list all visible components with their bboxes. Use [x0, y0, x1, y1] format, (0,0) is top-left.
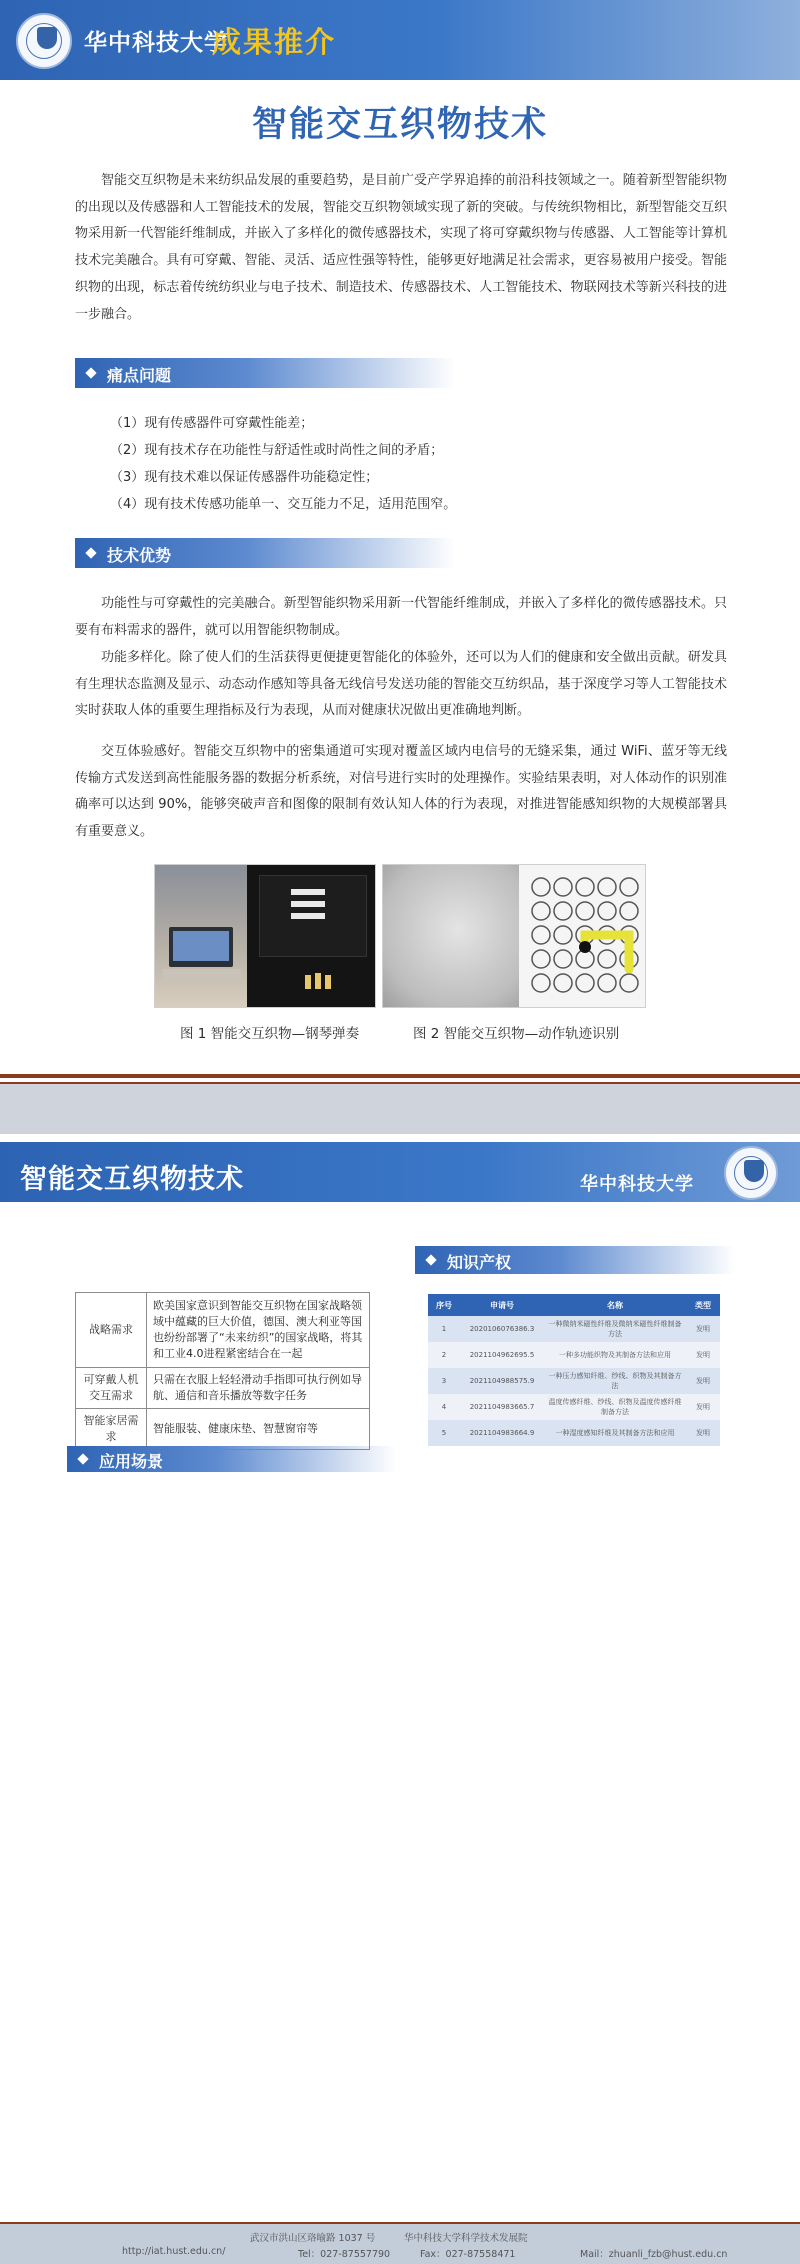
section-title: 应用场景 — [99, 1452, 164, 1471]
requirement-value: 欧美国家意识到智能交互织物在国家战略领域中蕴藏的巨大价值，德国、澳大利亚等国也纷纷部署了“未来纺织”的国家战略，将其和工业4.0进程紧密结合在一起 — [147, 1293, 370, 1368]
pain-point-item: （4）现有技术传感功能单一、交互能力不足，适用范围窄。 — [110, 497, 457, 512]
pain-point-item: （1）现有传感器件可穿戴性能差； — [110, 416, 314, 431]
section-header-pain-points — [75, 358, 455, 388]
footer-address: 武汉市洪山区珞喻路 1037 号 — [250, 2233, 376, 2244]
figure-piano-photo — [154, 864, 376, 1008]
diamond-icon — [85, 367, 96, 378]
university-seal-logo — [724, 1146, 778, 1200]
table-cell: 2021104983664.9 — [460, 1420, 544, 1446]
column-header: 类型 — [686, 1294, 720, 1316]
table-cell: 发明 — [686, 1342, 720, 1368]
section-title: 技术优势 — [107, 546, 172, 565]
ip-table — [428, 1294, 720, 1446]
figure-gesture-photo — [382, 864, 646, 1008]
table-row — [428, 1420, 720, 1446]
page-title: 智能交互织物技术 — [251, 105, 548, 145]
footer — [0, 2224, 800, 2264]
section-header-advantages — [75, 538, 455, 568]
table-cell: 一种湿度感知纤维及其制备方法和应用 — [544, 1420, 686, 1446]
diamond-icon — [85, 547, 96, 558]
table-row — [76, 1368, 370, 1409]
page2-title: 智能交互织物技术 — [20, 1164, 244, 1195]
table-cell: 2020106076386.3 — [460, 1316, 544, 1342]
table-cell: 2021104962695.5 — [460, 1342, 544, 1368]
page2-university-name: 华中科技大学 — [580, 1174, 694, 1195]
table-row — [76, 1293, 370, 1368]
table-row — [428, 1368, 720, 1394]
table-cell: 2 — [428, 1342, 460, 1368]
table-cell: 5 — [428, 1420, 460, 1446]
page-gap-band — [0, 1084, 800, 1134]
figure-caption: 图 2 智能交互织物—动作轨迹识别 — [413, 1026, 620, 1042]
footer-fax: Fax：027-87558471 — [420, 2249, 516, 2260]
requirement-key: 战略需求 — [76, 1293, 147, 1368]
table-cell: 一种微纳米磁性纤维及微纳米磁性纤维制备方法 — [544, 1316, 686, 1342]
table-cell: 一种多功能织物及其制备方法和应用 — [544, 1342, 686, 1368]
university-seal-logo — [16, 13, 72, 69]
advantage-paragraph: 交互体验感好。智能交互织物中的密集通道可实现对覆盖区域内电信号的无缝采集，通过 WiFi、蓝牙等无线传输方式发送到高性能服务器的数据分析系统，对信号进行实时的处理操作。实验结果表明，对人体动作的识别准确率可以达到 90%，能够突破声音和图像的限制有效认知人体的行为表现，对推进智能感知织物的大规模部署具有重要意义。 — [75, 744, 727, 840]
column-header: 名称 — [544, 1294, 686, 1316]
requirements-table — [75, 1292, 370, 1450]
table-cell: 发明 — [686, 1394, 720, 1420]
table-row — [428, 1394, 720, 1420]
section-header-applications — [67, 1446, 397, 1472]
footer-tel: Tel：027-87557790 — [298, 2249, 391, 2260]
requirement-value: 智能服装、健康床垫、智慧窗帘等 — [147, 1409, 370, 1450]
table-row — [428, 1342, 720, 1368]
pain-point-item: （2）现有技术存在功能性与舒适性或时尚性之间的矛盾； — [110, 443, 444, 458]
section-title: 痛点问题 — [107, 366, 172, 385]
gesture-grid-graphic — [519, 865, 646, 1008]
column-header: 序号 — [428, 1294, 460, 1316]
footer-org: 华中科技大学科学技术发展院 — [404, 2233, 528, 2244]
table-cell: 3 — [428, 1368, 460, 1394]
figure-caption: 图 1 智能交互织物—钢琴弹奏 — [180, 1026, 360, 1042]
table-cell: 发明 — [686, 1368, 720, 1394]
table-cell: 一种压力感知纤维、纱线、织物及其制备方法 — [544, 1368, 686, 1394]
table-cell: 发明 — [686, 1420, 720, 1446]
requirement-key: 可穿戴人机交互需求 — [76, 1368, 147, 1409]
advantage-paragraph: 功能多样化。除了使人们的生活获得更便捷更智能化的体验外，还可以为人们的健康和安全做出贡献。研发具有生理状态监测及显示、动态动作感知等具备无线信号发送功能的智能交互纺织品，基于深度学习等人工智能技术实时获取人体的重要生理指标及行为表现，从而对健康状况做出更准确地判断。 — [75, 650, 727, 719]
requirement-value: 只需在衣服上轻轻滑动手指即可执行例如导航、通信和音乐播放等数字任务 — [147, 1368, 370, 1409]
section-title: 知识产权 — [447, 1253, 512, 1272]
table-cell: 2021104983665.7 — [460, 1394, 544, 1420]
footer-mail[interactable]: Mail：zhuanli_fzb@hust.edu.cn — [580, 2249, 728, 2260]
header-university-name: 华中科技大学 — [84, 30, 228, 56]
header-tag: 成果推介 — [212, 25, 337, 59]
footer-website[interactable]: http://iat.hust.edu.cn/ — [122, 2246, 226, 2257]
table-cell: 发明 — [686, 1316, 720, 1342]
diamond-icon — [77, 1453, 88, 1464]
table-cell: 4 — [428, 1394, 460, 1420]
page-divider — [0, 1074, 800, 1078]
table-row — [428, 1316, 720, 1342]
intro-paragraph: 智能交互织物是未来纺织品发展的重要趋势，是目前广受产学界追捧的前沿科技领域之一。随着新型智能织物的出现以及传感器和人工智能技术的发展，智能交互织物领域实现了新的突破。与传统织物相比，新型智能交互织物采用新一代智能纤维制成，并嵌入了多样化的微传感器技术，实现了将可穿戴织物与传感器、人工智能等计算机技术完美融合。具有可穿戴、智能、灵活、适应性强等特性，能够更好地满足社会需求，更容易被用户接受。智能织物的出现，标志着传统纺织业与电子技术、制造技术、传感器技术、人工智能技术、物联网技术等新兴科技的进一步融合。 — [75, 173, 727, 322]
table-header-row — [428, 1294, 720, 1316]
table-cell: 1 — [428, 1316, 460, 1342]
column-header: 申请号 — [460, 1294, 544, 1316]
table-row — [76, 1409, 370, 1450]
advantage-paragraph: 功能性与可穿戴性的完美融合。新型智能织物采用新一代智能纤维制成，并嵌入了多样化的微传感器技术。只要有布料需求的器件，就可以用智能织物制成。 — [75, 596, 727, 638]
diamond-icon — [425, 1254, 436, 1265]
table-cell: 温度传感纤维、纱线、织物及温度传感纤维制备方法 — [544, 1394, 686, 1420]
requirement-key: 智能家居需求 — [76, 1409, 147, 1450]
section-header-ip — [415, 1246, 735, 1274]
pain-point-item: （3）现有技术难以保证传感器件功能稳定性； — [110, 470, 379, 485]
table-cell: 2021104988575.9 — [460, 1368, 544, 1394]
